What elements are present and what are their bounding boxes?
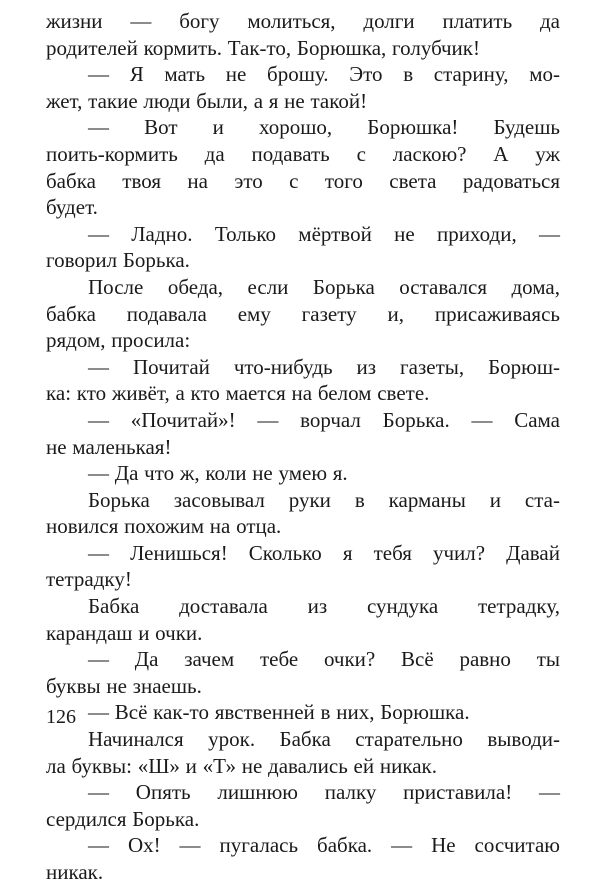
text-line: — Ох! — пугалась бабка. — Не сосчитаю bbox=[88, 833, 560, 858]
text-line: новился похожим на отца. bbox=[46, 514, 282, 539]
page-text bbox=[46, 8, 560, 886]
text-line: не маленькая! bbox=[46, 434, 172, 459]
text-line: — Ладно. Только мёртвой не приходи, — bbox=[88, 221, 560, 246]
text-line: жет, такие люди были, а я не такой! bbox=[46, 88, 368, 113]
text-line: никак. bbox=[46, 860, 104, 884]
text-line: — Всё как-то явственней в них, Борюшка. bbox=[88, 700, 470, 725]
text-line: сердился Борька. bbox=[46, 806, 200, 831]
text-line: Начинался урок. Бабка старательно выводи- bbox=[88, 727, 560, 752]
text-line: бабка твоя на это с того света радоваться bbox=[46, 168, 560, 193]
text-line: карандаш и очки. bbox=[46, 620, 203, 645]
page-number: 126 bbox=[46, 706, 76, 728]
text-line: ка: кто живёт, а кто мается на белом свете. bbox=[46, 381, 430, 406]
text-line: — Я мать не брошу. Это в старину, мо- bbox=[88, 62, 560, 87]
text-line: — Вот и хорошо, Борюшка! Будешь bbox=[88, 115, 560, 140]
text-line: После обеда, если Борька оставался дома, bbox=[88, 274, 560, 299]
text-line: — Да что ж, коли не умею я. bbox=[88, 461, 348, 486]
text-line: ла буквы: «Ш» и «Т» не давались ей никак. bbox=[46, 753, 437, 778]
text-line: Бабка доставала из сундука тетрадку, bbox=[88, 594, 560, 619]
text-line: буквы не знаешь. bbox=[46, 673, 202, 698]
text-line: рядом, просила: bbox=[46, 328, 191, 353]
text-line: родителей кормить. Так-то, Борюшка, голубчик! bbox=[46, 35, 480, 60]
text-line: — Ленишься! Сколько я тебя учил? Давай bbox=[88, 540, 560, 565]
text-line: будет. bbox=[46, 195, 98, 220]
text-line: говорил Борька. bbox=[46, 248, 190, 273]
text-line: — Опять лишнюю палку приставила! — bbox=[88, 780, 560, 805]
text-line: — Да зачем тебе очки? Всё равно ты bbox=[88, 647, 560, 672]
text-line: тетрадку! bbox=[46, 567, 132, 592]
text-line: жизни — богу молиться, долги платить да bbox=[46, 9, 560, 33]
text-line: Борька засовывал руки в карманы и ста- bbox=[88, 487, 560, 512]
text-line: поить-кормить да подавать с ласкою? А уж bbox=[46, 141, 560, 166]
text-line: — «Почитай»! — ворчал Борька. — Сама bbox=[88, 407, 560, 432]
text-line: — Почитай что-нибудь из газеты, Борюш- bbox=[88, 354, 560, 379]
text-line: бабка подавала ему газету и, присаживаясь bbox=[46, 301, 560, 326]
